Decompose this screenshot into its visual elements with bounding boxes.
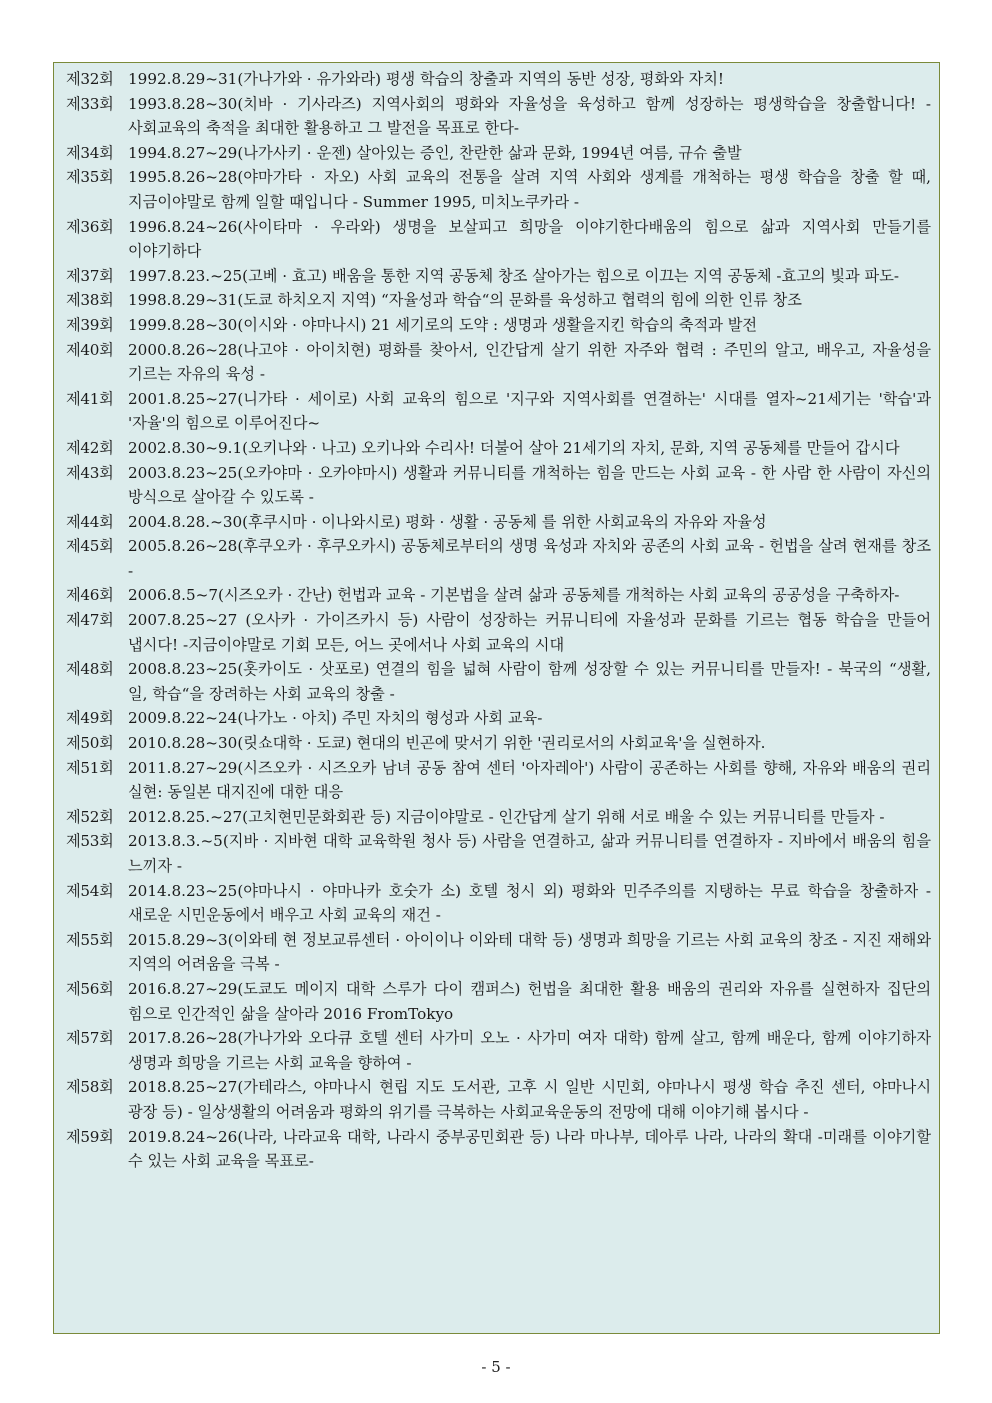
conference-number: 제49회 — [66, 709, 114, 728]
conference-entry — [66, 805, 931, 830]
conference-description: 2018.8.25~27(가테라스, 야마나시 현립 지도 도서관, 고후 시 일반 시민회, 야마나시 평생 학습 추진 센터, 야마나시 광장 등) - 일상생활의 어려움과 평화의 위기를 극복하는 사회교육운동의 전망에 대해 이야기해 봅시다 - — [128, 1078, 931, 1121]
conference-number: 제48회 — [66, 660, 114, 679]
conference-entry — [66, 338, 931, 387]
conference-entry — [66, 534, 931, 583]
conference-entry — [66, 510, 931, 535]
conference-description: 2011.8.27~29(시즈오카 · 시즈오카 남녀 공동 참여 센터 '아자레아') 사람이 공존하는 사회를 향해, 자유와 배움의 권리 실현: 동일본 대지진에 대한 대응 — [128, 758, 931, 802]
conference-number: 제33회 — [66, 94, 114, 113]
conference-number: 제42회 — [66, 438, 114, 457]
conference-description: 2006.8.5~7(시즈오카 · 간난) 헌법과 교육 - 기본법을 살려 삶과 공동체를 개척하는 사회 교육의 공공성을 구축하자- — [128, 586, 900, 605]
conference-description: 1992.8.29~31(가나가와 · 유가와라) 평생 학습의 창출과 지역의 동반 성장, 평화와 자치! — [128, 70, 725, 88]
conference-description: 1999.8.28~30(이시와 · 야마나시) 21 세기로의 도약 : 생명과 생활을지킨 학습의 축적과 발전 — [128, 315, 758, 334]
conference-entry — [66, 461, 931, 510]
conference-entry — [66, 756, 931, 805]
conference-number: 제50회 — [66, 734, 114, 753]
conference-history-box — [53, 62, 940, 1334]
conference-entry — [66, 387, 931, 436]
conference-entry — [66, 1125, 931, 1174]
conference-entry — [66, 92, 931, 141]
conference-number: 제55회 — [66, 930, 114, 949]
conference-number: 제57회 — [66, 1029, 114, 1048]
conference-number: 제47회 — [66, 611, 114, 630]
conference-entry — [66, 1026, 931, 1075]
conference-description: 2014.8.23~25(야마나시 · 야마나카 호숫가 소) 호텔 청시 외) 평화와 민주주의를 지탱하는 무료 학습을 창출하자 - 새로운 시민운동에서 배우고 사회 교육의 재건 - — [128, 881, 931, 925]
conference-description: 1997.8.23.~25(고베 · 효고) 배움을 통한 지역 공동체 창조 살아가는 힘으로 이끄는 지역 공동체 -효고의 빛과 파도- — [128, 266, 900, 285]
conference-description: 1993.8.28~30(치바 · 기사라즈) 지역사회의 평화와 자율성을 육성하고 함께 성장하는 평생학습을 창출합니다! -사회교육의 축적을 최대한 활용하고 그 발전을 목표로 한다- — [128, 94, 931, 138]
conference-description: 1996.8.24~26(사이타마 · 우라와) 생명을 보살피고 희망을 이야기한다배움의 힘으로 삶과 지역사회 만들기를 이야기하다 — [128, 217, 931, 261]
conference-description: 2008.8.23~25(홋카이도 · 삿포로) 연결의 힘을 넓혀 사람이 함께 성장할 수 있는 커뮤니티를 만들자! - 북국의 “생활, 일, 학습“을 장려하는 사회 교육의 창출 - — [128, 660, 931, 703]
conference-entry — [66, 879, 931, 928]
conference-description: 2001.8.25~27(니가타 · 세이로) 사회 교육의 힘으로 '지구와 지역사회를 연결하는' 시대를 열자~21세기는 '학습'과 '자율'의 힘으로 이루어진다~ — [128, 389, 931, 433]
conference-number: 제54회 — [66, 881, 114, 900]
conference-description: 1998.8.29~31(도쿄 하치오지 지역) “자율성과 학습“의 문화를 육성하고 협력의 힘에 의한 인류 창조 — [128, 291, 802, 310]
conference-number: 제43회 — [66, 463, 114, 482]
conference-description: 2013.8.3.~5(지바 · 지바현 대학 교육학원 청사 등) 사람을 연결하고, 삶과 커뮤니티를 연결하자 - 지바에서 배움의 힘을 느끼자 - — [128, 832, 931, 875]
conference-number: 제44회 — [66, 512, 114, 531]
conference-description: 2005.8.26~28(후쿠오카 · 후쿠오카시) 공동체로부터의 생명 육성과 자치와 공존의 사회 교육 - 헌법을 살려 현재를 창조 - — [128, 537, 931, 580]
conference-number: 제32회 — [66, 70, 114, 88]
conference-description: 2000.8.26~28(나고야 · 아이치현) 평화를 찾아서, 인간답게 살기 위한 자주와 협력 : 주민의 알고, 배우고, 자율성을 기르는 자유의 육성 - — [128, 340, 931, 384]
conference-number: 제41회 — [66, 389, 114, 408]
conference-number: 제52회 — [66, 807, 114, 826]
conference-description: 2016.8.27~29(도쿄도 메이지 대학 스루가 다이 캠퍼스) 헌법을 최대한 활용 배움의 권리와 자유를 실현하자 집단의 힘으로 인간적인 삶을 살아라 2016 FromTokyo — [128, 979, 931, 1023]
conference-entry — [66, 829, 931, 878]
conference-entry — [66, 706, 931, 731]
conference-description: 2002.8.30~9.1(오키나와 · 나고) 오키나와 수리사! 더불어 살아 21세기의 자치, 문화, 지역 공동체를 만들어 갑시다 — [128, 438, 900, 457]
conference-number: 제35회 — [66, 168, 114, 187]
conference-number: 제38회 — [66, 291, 114, 310]
conference-number: 제59회 — [66, 1127, 114, 1146]
conference-description: 2015.8.29~3(이와테 현 정보교류센터 · 아이이나 이와테 대학 등) 생명과 희망을 기르는 사회 교육의 창조 - 지진 재해와 지역의 어려움을 극복 - — [128, 930, 931, 974]
conference-entry — [66, 928, 931, 977]
conference-entry — [66, 165, 931, 214]
conference-number: 제37회 — [66, 266, 114, 285]
conference-entry — [66, 313, 931, 338]
conference-entry — [66, 264, 931, 289]
conference-number: 제51회 — [66, 758, 114, 777]
conference-number: 제34회 — [66, 143, 114, 162]
conference-description: 2017.8.26~28(가나가와 오다큐 호텔 센터 사가미 오노 · 사가미 여자 대학) 함께 살고, 함께 배운다, 함께 이야기하자 생명과 희망을 기르는 사회 교육을 향하여 - — [128, 1029, 931, 1072]
conference-number: 제53회 — [66, 832, 114, 851]
conference-description: 2019.8.24~26(나라, 나라교육 대학, 나라시 중부공민회관 등) 나라 마나부, 데아루 나라, 나라의 확대 -미래를 이야기할 수 있는 사회 교육을 목표로- — [128, 1127, 931, 1171]
conference-entry — [66, 288, 931, 313]
conference-list — [66, 67, 931, 1174]
page-number: - 5 - — [481, 1358, 511, 1376]
conference-entry — [66, 977, 931, 1026]
conference-number: 제58회 — [66, 1078, 114, 1097]
conference-entry — [66, 731, 931, 756]
conference-description: 2012.8.25.~27(고치현민문화회관 등) 지금이야말로 - 인간답게 살기 위해 서로 배울 수 있는 커뮤니티를 만들자 - — [128, 807, 885, 826]
conference-description: 2007.8.25~27 (오사카 · 가이즈카시 등) 사람이 성장하는 커뮤니티에 자율성과 문화를 기르는 협동 학습을 만들어 냅시다! -지금이야말로 기회 모든, 어느 곳에서나 사회 교육의 시대 — [128, 611, 931, 654]
conference-number: 제39회 — [66, 315, 114, 334]
conference-entry — [66, 215, 931, 264]
conference-entry — [66, 67, 931, 92]
conference-description: 2004.8.28.~30(후쿠시마 · 이나와시로) 평화 · 생활 · 공동체 를 위한 사회교육의 자유와 자율성 — [128, 512, 767, 531]
conference-number: 제46회 — [66, 586, 114, 605]
conference-entry — [66, 657, 931, 706]
conference-number: 제45회 — [66, 537, 114, 556]
conference-description: 2003.8.23~25(오카야마 · 오카야마시) 생활과 커뮤니티를 개척하는 힘을 만드는 사회 교육 - 한 사람 한 사람이 자신의 방식으로 살아갈 수 있도록 - — [128, 463, 931, 507]
conference-entry — [66, 1075, 931, 1124]
conference-entry — [66, 141, 931, 166]
conference-entry — [66, 608, 931, 657]
conference-entry — [66, 583, 931, 608]
conference-number: 제40회 — [66, 340, 114, 359]
conference-description: 1994.8.27~29(나가사키 · 운젠) 살아있는 증인, 찬란한 삶과 문화, 1994년 여름, 규슈 출발 — [128, 143, 742, 162]
conference-description: 2009.8.22~24(나가노 · 아치) 주민 자치의 형성과 사회 교육- — [128, 709, 543, 728]
conference-number: 제36회 — [66, 217, 114, 236]
conference-entry — [66, 436, 931, 461]
conference-description: 1995.8.26~28(야마가타 · 자오) 사회 교육의 전통을 살려 지역 사회와 생계를 개척하는 평생 학습을 창출 할 때, 지금이야말로 함께 일할 때입니다 - Summer 1995, 미치노쿠카라 - — [128, 168, 931, 211]
conference-description: 2010.8.28~30(릿쇼대학 · 도쿄) 현대의 빈곤에 맞서기 위한 '권리로서의 사회교육'을 실현하자. — [128, 734, 766, 753]
conference-number: 제56회 — [66, 979, 114, 998]
